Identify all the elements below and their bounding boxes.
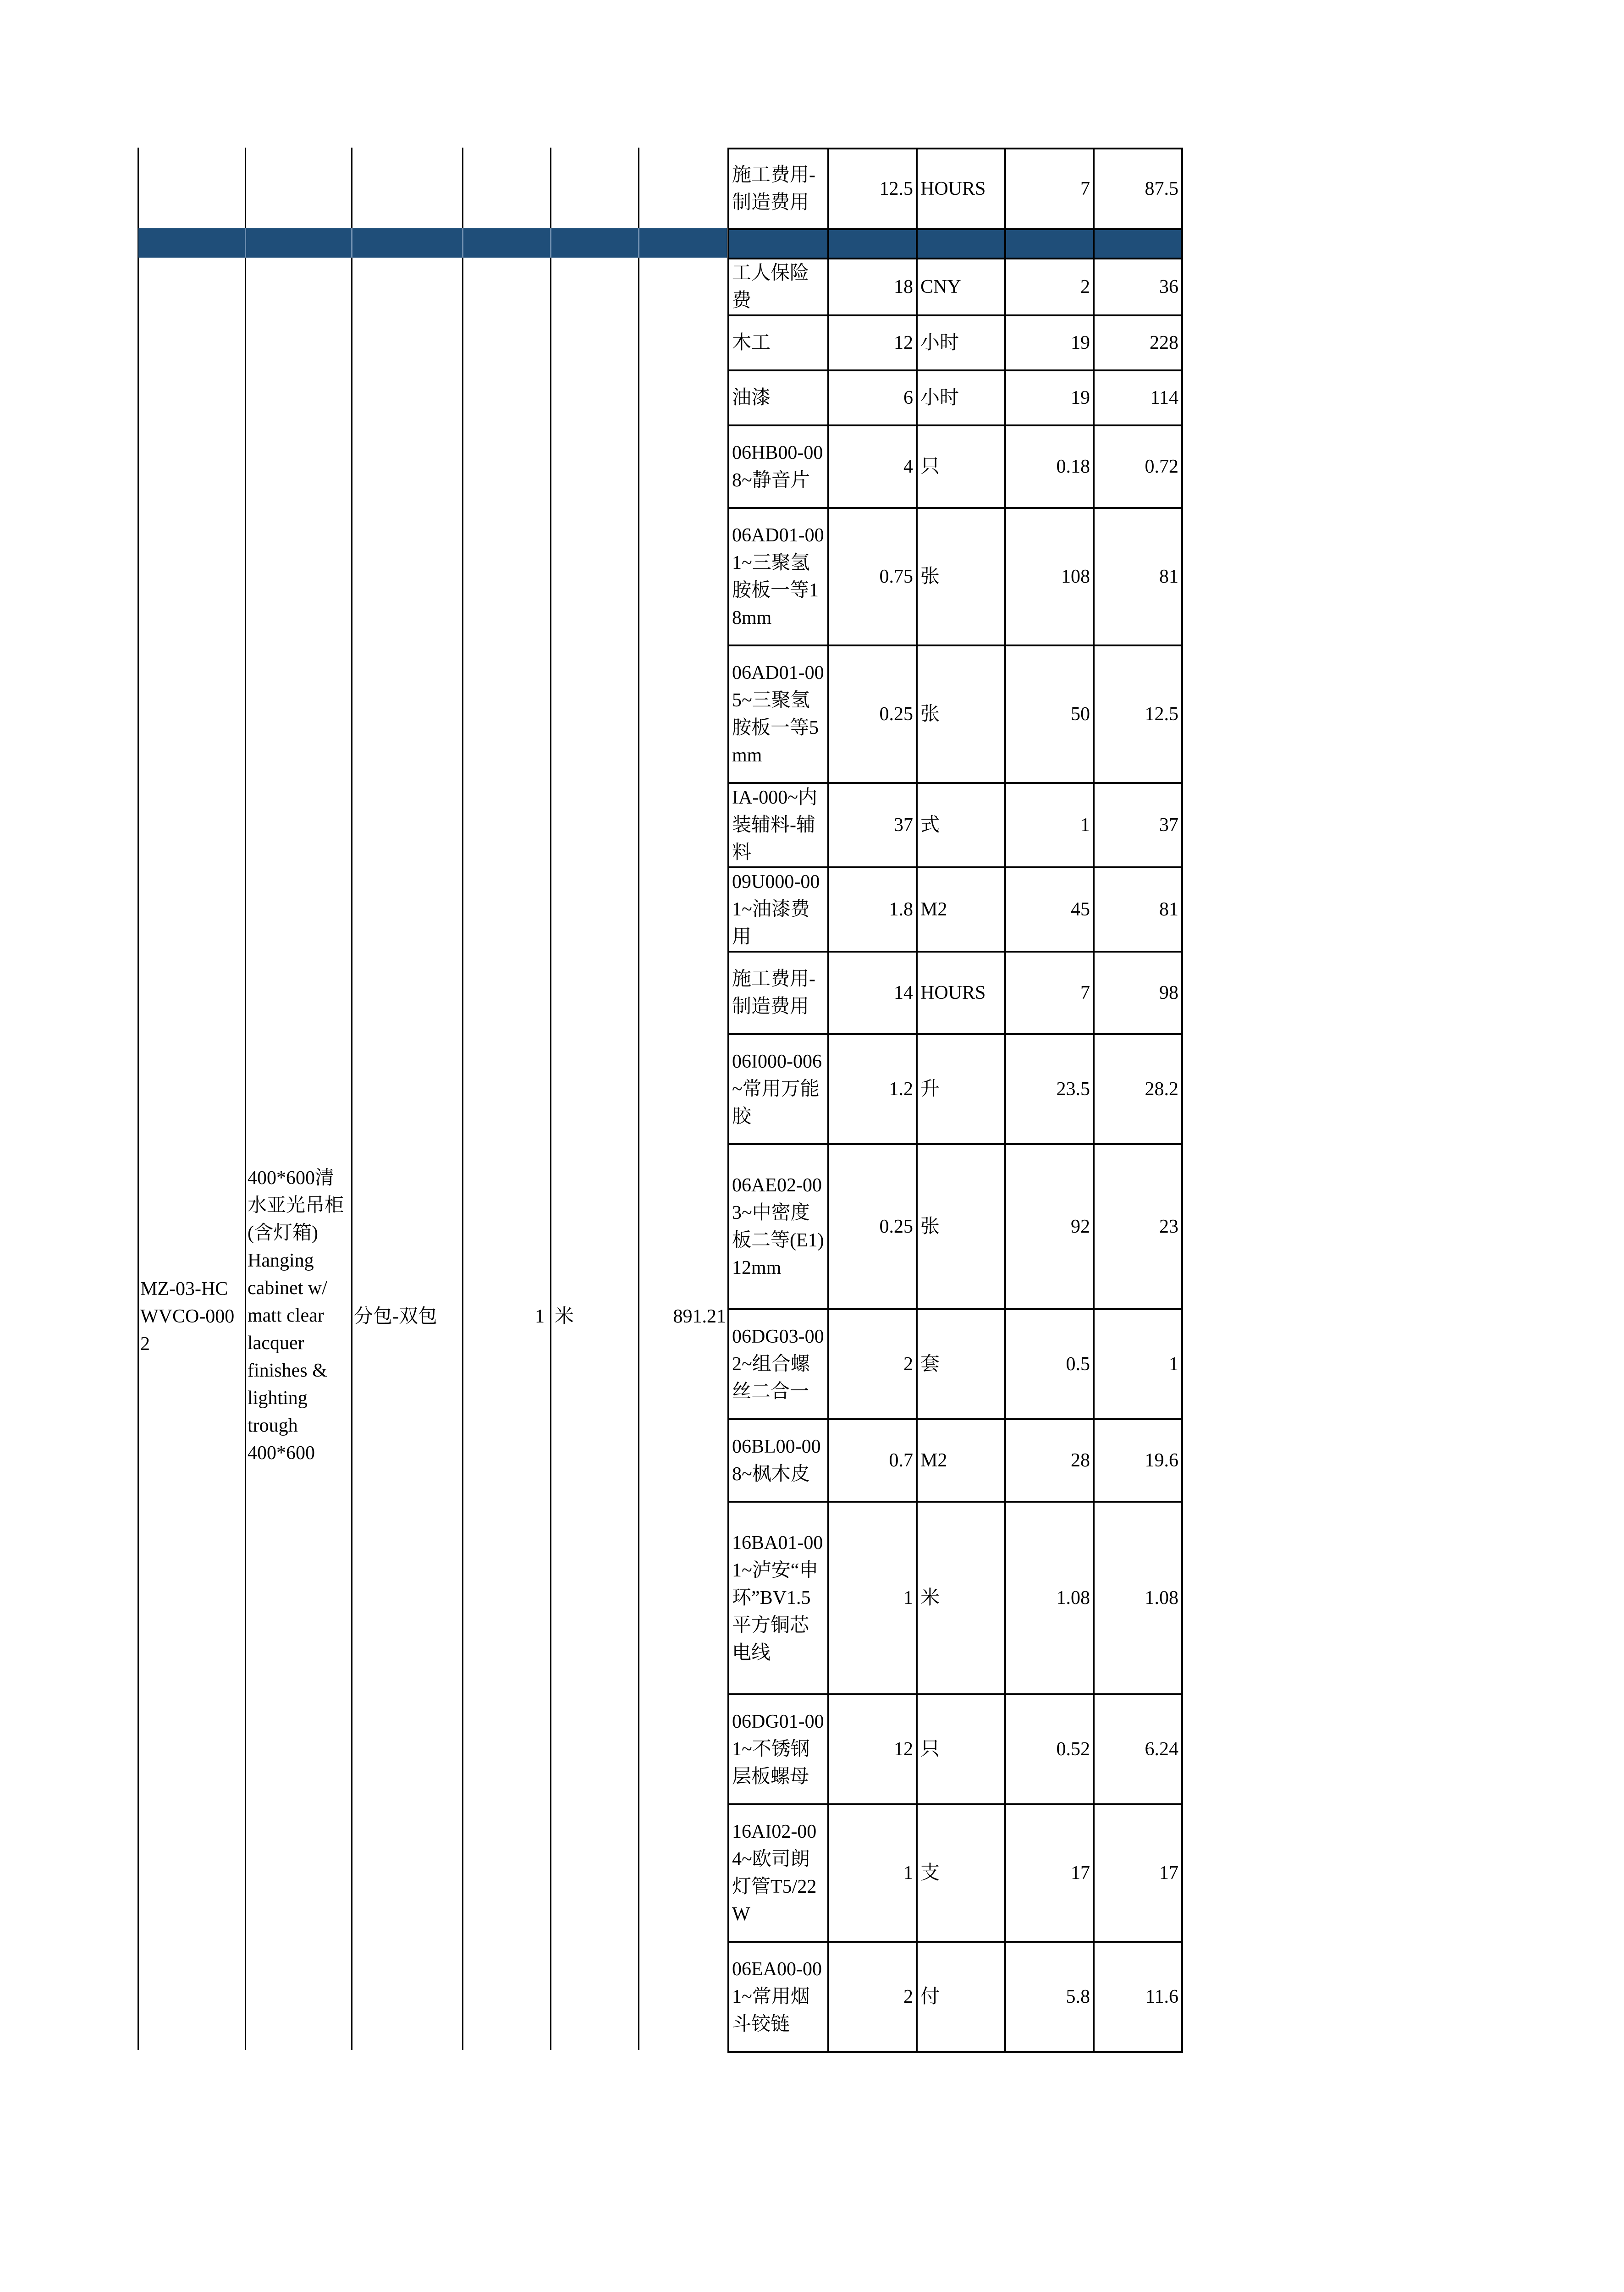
material-qty: 37 [828, 783, 917, 867]
material-qty: 12 [828, 1694, 917, 1804]
material-unit: 支 [917, 1804, 1005, 1942]
band-divider [245, 228, 246, 258]
material-price: 0.5 [1005, 1309, 1094, 1419]
material-name: 06DG01-001~不锈钢层板螺母 [728, 1694, 828, 1804]
material-name: 16BA01-001~泸安“申环”BV1.5平方铜芯电线 [728, 1502, 828, 1694]
material-amount: 37 [1094, 783, 1182, 867]
material-unit: 升 [917, 1034, 1005, 1144]
cost-breakdown-table [727, 148, 1183, 2053]
table-row [728, 1502, 1182, 1694]
band-divider [638, 228, 639, 258]
band-divider [351, 228, 352, 258]
table-row [728, 259, 1182, 315]
table-row [728, 1419, 1182, 1502]
material-price: 2 [1005, 259, 1094, 315]
material-name: 施工费用-制造费用 [728, 952, 828, 1034]
material-amount: 81 [1094, 508, 1182, 645]
material-unit: 小时 [917, 370, 1005, 425]
material-amount: 1.08 [1094, 1502, 1182, 1694]
grid-line [351, 148, 352, 2050]
material-price: 19 [1005, 370, 1094, 425]
grid-line [462, 148, 463, 2050]
material-name: 09U000-001~油漆费用 [728, 867, 828, 952]
separator-row [728, 229, 1182, 259]
material-qty: 2 [828, 1309, 917, 1419]
material-amount: 114 [1094, 370, 1182, 425]
material-name: 06DG03-002~组合螺丝二合一 [728, 1309, 828, 1419]
material-qty: 1 [828, 1804, 917, 1942]
material-amount: 1 [1094, 1309, 1182, 1419]
material-amount: 12.5 [1094, 645, 1182, 783]
band-divider [462, 228, 463, 258]
material-name: 06BL00-008~枫木皮 [728, 1419, 828, 1502]
band-cell [728, 229, 828, 259]
band-cell [1005, 229, 1094, 259]
material-unit: 只 [917, 1694, 1005, 1804]
material-qty: 0.25 [828, 645, 917, 783]
material-name: 木工 [728, 315, 828, 370]
material-unit: HOURS [917, 952, 1005, 1034]
table-row [728, 952, 1182, 1034]
material-amount: 6.24 [1094, 1694, 1182, 1804]
material-amount: 87.5 [1094, 149, 1182, 229]
material-price: 19 [1005, 315, 1094, 370]
material-name: 06AD01-001~三聚氢胺板一等18mm [728, 508, 828, 645]
material-qty: 1.2 [828, 1034, 917, 1144]
material-price: 7 [1005, 149, 1094, 229]
material-price: 108 [1005, 508, 1094, 645]
material-amount: 19.6 [1094, 1419, 1182, 1502]
material-name: 06I000-006~常用万能胶 [728, 1034, 828, 1144]
material-qty: 12 [828, 315, 917, 370]
material-qty: 4 [828, 425, 917, 508]
material-amount: 0.72 [1094, 425, 1182, 508]
table-row [728, 425, 1182, 508]
material-name: 06AE02-003~中密度板二等(E1)12mm [728, 1144, 828, 1309]
material-unit: 张 [917, 1144, 1005, 1309]
table-row [728, 783, 1182, 867]
material-amount: 11.6 [1094, 1942, 1182, 2052]
grid-line [638, 148, 639, 2050]
table-row [728, 1034, 1182, 1144]
grid-line [138, 148, 139, 2050]
material-amount: 36 [1094, 259, 1182, 315]
material-qty: 6 [828, 370, 917, 425]
material-qty: 0.75 [828, 508, 917, 645]
item-total-cell: 891.21 [673, 1306, 726, 1327]
material-name: 06HB00-008~静音片 [728, 425, 828, 508]
material-amount: 98 [1094, 952, 1182, 1034]
material-name: 06EA00-001~常用烟斗铰链 [728, 1942, 828, 2052]
material-price: 5.8 [1005, 1942, 1094, 2052]
material-qty: 0.25 [828, 1144, 917, 1309]
table-row [728, 315, 1182, 370]
material-unit: M2 [917, 867, 1005, 952]
band-cell [917, 229, 1005, 259]
material-price: 45 [1005, 867, 1094, 952]
table-row [728, 645, 1182, 783]
material-price: 0.18 [1005, 425, 1094, 508]
material-unit: HOURS [917, 149, 1005, 229]
item-code-cell: MZ-03-HCWVCO-0002 [140, 1278, 235, 1355]
table-row [728, 1804, 1182, 1942]
material-qty: 1.8 [828, 867, 917, 952]
material-unit: 张 [917, 508, 1005, 645]
material-amount: 81 [1094, 867, 1182, 952]
item-description-cell: 400*600清水亚光吊柜(含灯箱) Hanging cabinet w/ matt clear lacquer finishes & lighting trough 400*600 [248, 1168, 344, 1464]
item-category-cell: 分包-双包 [354, 1306, 437, 1327]
material-unit: 式 [917, 783, 1005, 867]
material-price: 1 [1005, 783, 1094, 867]
item-quantity-cell: 1 [535, 1306, 545, 1327]
table-row [728, 867, 1182, 952]
material-name: IA-000~内装辅料-辅料 [728, 783, 828, 867]
band-cell [1094, 229, 1182, 259]
material-unit: M2 [917, 1419, 1005, 1502]
material-amount: 17 [1094, 1804, 1182, 1942]
material-price: 23.5 [1005, 1034, 1094, 1144]
material-name: 施工费用-制造费用 [728, 149, 828, 229]
material-qty: 1 [828, 1502, 917, 1694]
material-price: 0.52 [1005, 1694, 1094, 1804]
table-row [728, 1694, 1182, 1804]
table-row [728, 1942, 1182, 2052]
material-name: 16AI02-004~欧司朗灯管T5/22W [728, 1804, 828, 1942]
table-row [728, 370, 1182, 425]
material-qty: 12.5 [828, 149, 917, 229]
material-price: 1.08 [1005, 1502, 1094, 1694]
grid-line [245, 148, 246, 2050]
material-price: 7 [1005, 952, 1094, 1034]
material-amount: 28.2 [1094, 1034, 1182, 1144]
table-row [728, 149, 1182, 229]
material-price: 17 [1005, 1804, 1094, 1942]
material-unit: 小时 [917, 315, 1005, 370]
material-amount: 23 [1094, 1144, 1182, 1309]
item-unit-cell: 米 [555, 1306, 574, 1327]
material-unit: CNY [917, 259, 1005, 315]
material-qty: 18 [828, 259, 917, 315]
material-unit: 只 [917, 425, 1005, 508]
band-divider [550, 228, 551, 258]
material-qty: 14 [828, 952, 917, 1034]
table-row [728, 1309, 1182, 1419]
material-name: 06AD01-005~三聚氢胺板一等5mm [728, 645, 828, 783]
material-qty: 2 [828, 1942, 917, 2052]
material-price: 92 [1005, 1144, 1094, 1309]
table-row [728, 1144, 1182, 1309]
material-price: 50 [1005, 645, 1094, 783]
grid-line [550, 148, 551, 2050]
material-unit: 张 [917, 645, 1005, 783]
material-price: 28 [1005, 1419, 1094, 1502]
material-qty: 0.7 [828, 1419, 917, 1502]
material-name: 工人保险费 [728, 259, 828, 315]
table-row [728, 508, 1182, 645]
material-name: 油漆 [728, 370, 828, 425]
material-unit: 套 [917, 1309, 1005, 1419]
band-cell [828, 229, 917, 259]
material-unit: 付 [917, 1942, 1005, 2052]
material-amount: 228 [1094, 315, 1182, 370]
material-unit: 米 [917, 1502, 1005, 1694]
